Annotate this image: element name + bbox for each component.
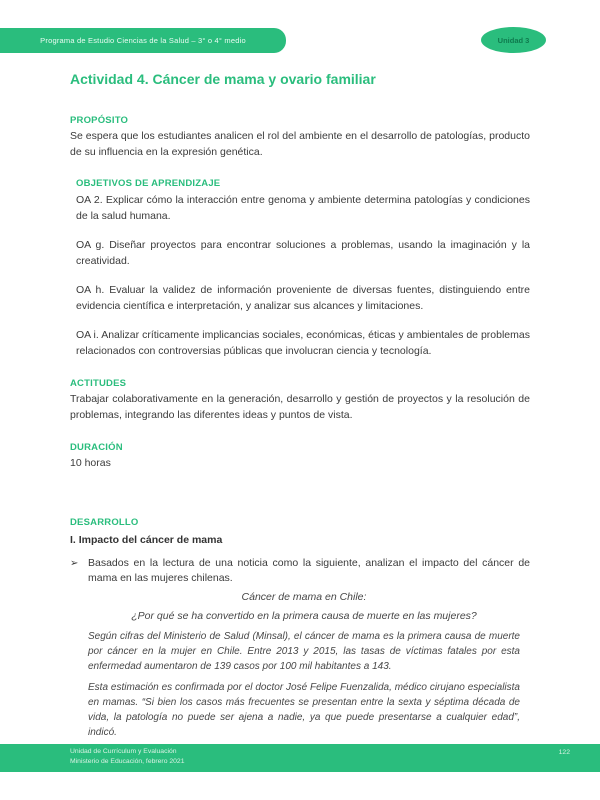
actitudes-heading: ACTITUDES [70,378,127,389]
unit-badge [481,27,546,53]
unit-badge-label: Unidad 3 [497,35,530,45]
page-content [0,71,600,740]
proposito-heading: PROPÓSITO [70,115,129,126]
program-header-pill [0,28,286,53]
desarrollo-heading: DESARROLLO [70,516,139,528]
objetivo-oah: OA h. Evaluar la validez de información proveniente de diversas fuentes, distinguiendo entre evidencia científica e interpretación, y analizar sus alcances y limitaciones. [76,284,530,312]
objetivo-oa2: OA 2. Explicar cómo la interacción entre genoma y ambiente determina patologías y condiciones de la salud humana. [76,194,530,222]
footer-line-1: Unidad de Currículum y Evaluación [70,748,177,755]
duracion-text: 10 horas [70,457,111,469]
objetivo-oag: OA g. Diseñar proyectos para encontrar soluciones a problemas, usando la imaginación y la creatividad. [76,239,530,267]
proposito-text: Se espera que los estudiantes analicen el rol del ambiente en el desarrollo de patologías, producto de su influencia en la expresión genética. [70,130,530,158]
desarrollo-subheading: I. Impacto del cáncer de mama [70,533,223,546]
program-header-label: Programa de Estudio Ciencias de la Salud – 3° o 4° medio [40,36,246,45]
news-article-quote [88,590,520,740]
footer-bar [0,744,600,772]
article-paragraph-1: Según cifras del Ministerio de Salud (Minsal), el cáncer de mama es la primera causa de muerte por cáncer en la mujer en Chile. Entre 2013 y 2015, las tasas de víctimas fatales por esta enfermedad aumentaron de 139 casos por 100 mil habitantes a 143. [88,630,520,672]
article-title: Cáncer de mama en Chile: [241,590,367,603]
objetivos-section [70,177,530,359]
arrow-bullet-icon: ➢ [70,557,79,569]
duracion-heading: DURACIÓN [70,442,123,453]
page-number: 122 [558,749,570,756]
actitudes-text: Trabajar colaborativamente en la generación, desarrollo y gestión de proyectos y la resolución de problemas, integrando las diferentes ideas y puntos de vista. [70,393,530,421]
footer-credits [70,747,184,767]
activity-title: Actividad 4. Cáncer de mama y ovario familiar [70,71,376,87]
bullet-text: Basados en la lectura de una noticia como la siguiente, analizan el impacto del cáncer de mama en las mujeres chilenas. [88,556,530,584]
bullet-item [70,556,530,587]
objetivos-heading: OBJETIVOS DE APRENDIZAJE [76,178,221,189]
article-paragraph-2: Esta estimación es confirmada por el doctor José Felipe Fuenzalida, médico cirujano especialista en mamas. “Si bien los casos más frecuentes se presentan entre la sexta y séptima década de vida, la patología no puede ser ajena a nadie, ya que puede presentarse a cualquier edad”, indicó. [88,681,520,738]
article-subtitle: ¿Por qué se ha convertido en la primera causa de muerte en las mujeres? [131,609,477,622]
objetivo-oai: OA i. Analizar críticamente implicancias sociales, económicas, éticas y ambientales de problemas relacionados con controversias públicas que involucran ciencia y tecnología. [76,329,530,357]
footer-line-2: Ministerio de Educación, febrero 2021 [70,758,185,765]
